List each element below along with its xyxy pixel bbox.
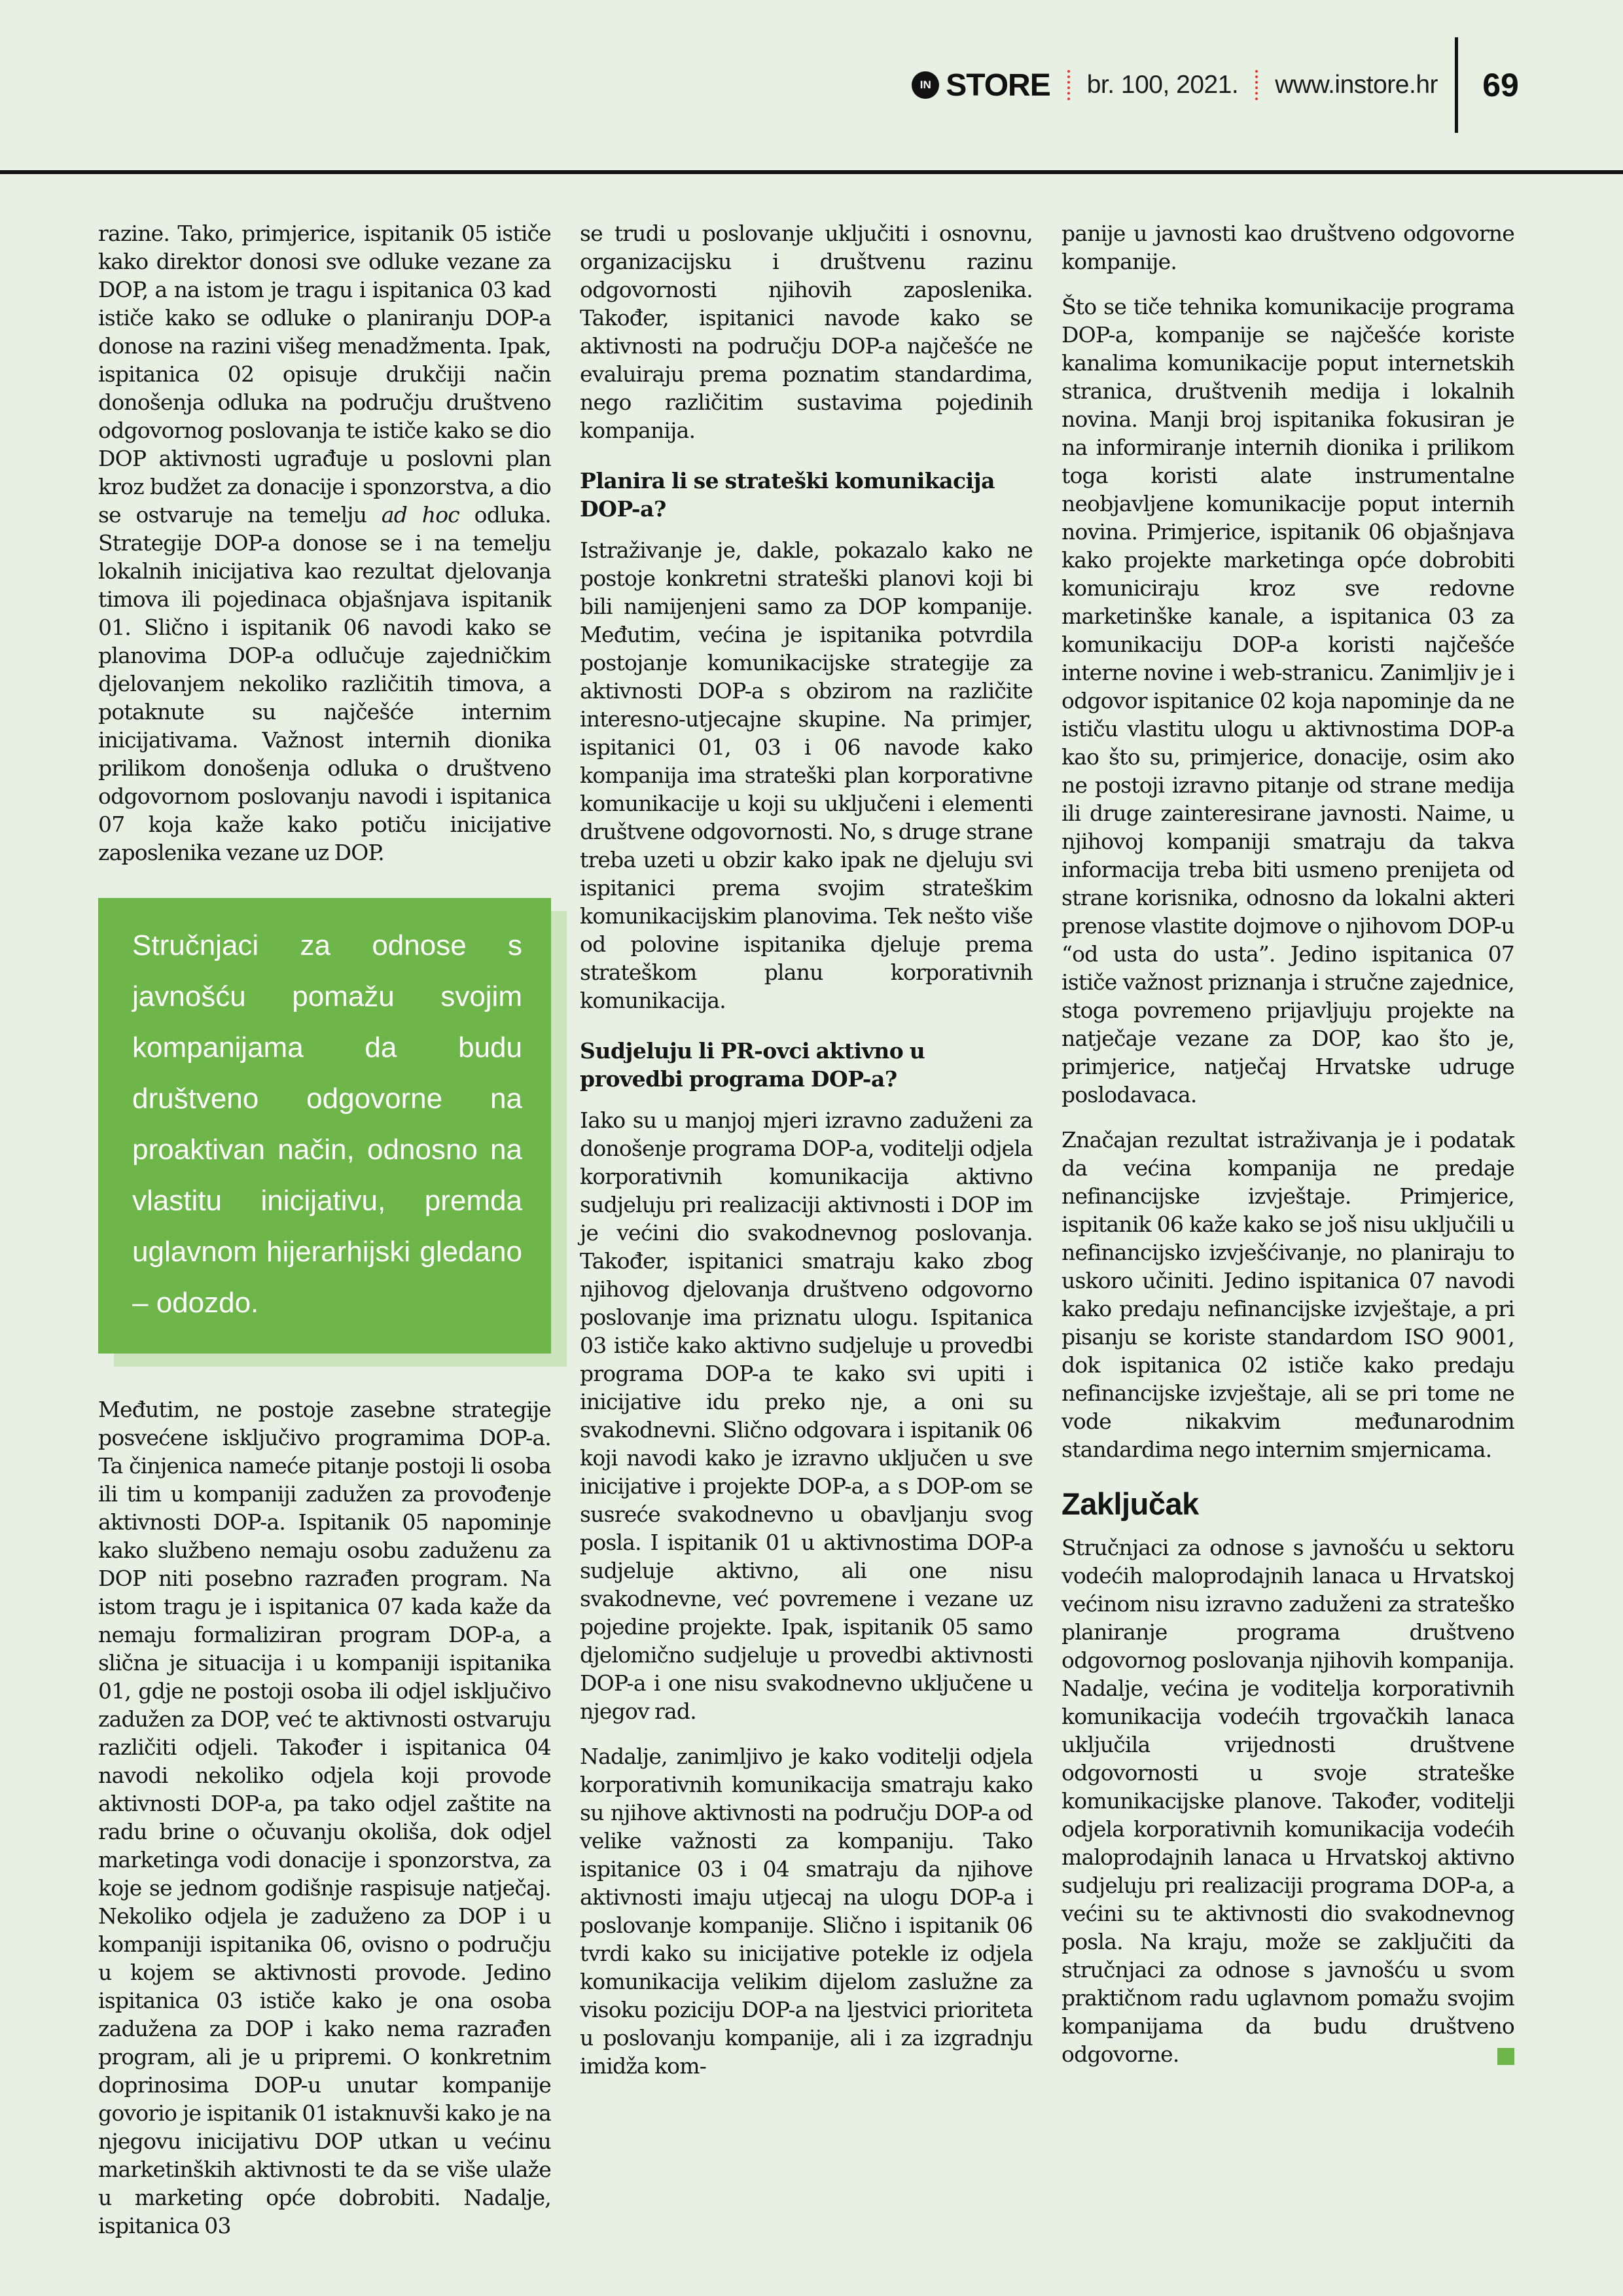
body-paragraph [1061, 1534, 1514, 2068]
header-rule [0, 170, 1623, 174]
column-right [1061, 219, 1514, 2068]
brand-name: STORE [946, 67, 1050, 103]
pullquote-box [98, 898, 551, 1354]
dotted-separator-icon [1067, 70, 1070, 100]
body-paragraph: Međutim, ne postoje zasebne strategije posvećene isključivo programima DOP-a. Ta činjenica nameće pitanje postoji li osoba ili tim u kompaniji zadužen za provođenje aktivnosti DOP-a. Ispitanik 05 napominje kako službeno nemaju osobu zaduženu za DOP niti posebno razrađen program. Na istom tragu je i ispitanica 07 kada kaže da nemaju formaliziran program DOP-a, a slična je situacija i u kompaniji ispitanika 01, gdje ne postoji osoba ili odjel isključivo zadužen za DOP, već te aktivnosti ostvaruju različiti odjeli. Također i ispitanica 04 navodi nekoliko odjela koji provode aktivnosti DOP-a, pa tako odjel zaštite na radu brine o očuvanju okoliša, dok odjel marketinga vodi donacije i sponzorstva, za koje se jednom godišnje raspisuje natječaj. Nekoliko odjela je zaduženo za DOP i u kompaniji ispitanika 06, ovisno o području u kojem se aktivnosti provode. Jedino ispitanica 03 ističe kako je ona osoba zadužena za DOP i kako nema razrađen program, ali je u pripremi. O konkretnim doprinosima DOP-u unutar kompanije govorio je ispitanik 01 istaknuvši kako je na njegovu inicijativu DOP utkan u većinu marketinških aktivnosti te da se više ulaže u marketing opće dobrobiti. Nadalje, ispitanica 03 [98, 1397, 551, 2238]
website-label: www.instore.hr [1275, 71, 1438, 99]
body-paragraph: Što se tiče tehnika komunikacije programa DOP-a, kompanije se najčešće koriste kanalima komunikacije poput internetskih stranica, društvenih medija i lokalnih novina. Manji broj ispitanika fokusiran je na informiranje internih dionika i prilikom toga koristi alate instrumentalne neobjavljene komunikacije poput internih novina. Primjerice, ispitanik 06 objašnjava kako projekte marketinga opće dobrobiti komuniciraju kroz sve redovne marketinške kanale, a ispitanica 03 za komunikaciju DOP-a koristi najčešće interne novine i web-stranicu. Zanimljiv je i odgovor ispitanice 02 koja napominje da ne ističu vlastitu ulogu u aktivnostima DOP-a kao što su, primjerice, donacije, osim ako ne postoji izravno pitanje od strane medija ili druge zainteresirane javnosti. Naime, u njihovoj kompaniji smatraju da takva informacija treba biti usmeno prenijeta od strane korisnika, odnosno da lokalni akteri prenose vlastite dojmove o njihovom DOP-u “od usta do usta”. Jedino ispitanica 07 ističe važnost priznanja i stručne zajednice, stoga povremeno prijavljuju projekte na natječaje vezane za DOP, kao što je, primjerice, natječaj Hrvatske udruge poslodavaca. [1061, 294, 1514, 1107]
body-paragraph: se trudi u poslovanje uključiti i osnovnu, organizacijsku i društvenu razinu odgovornosti njihovih zaposlenika. Također, ispitanici navode kako se aktivnosti na području DOP-a najčešće ne evaluiraju prema poznatim standardima, nego različitim sustavima pojedinih kompanija. [580, 221, 1033, 443]
sub-heading: Sudjeluju li PR-ovci aktivno u provedbi programa DOP-a? [580, 1038, 925, 1092]
paragraph-text: Stručnjaci za odnose s javnošću u sektoru vodećih maloprodajnih lanaca u Hrvatskoj većinom nisu izravno zaduženi za strateško planiranje programa društveno odgovornog poslovanja njihovih kompanija. Nadalje, većina je voditelja korporativnih komunikacija vodećih trgovačkih lanaca uključila vrijednosti društvene odgovornosti u svoje strateške komunikacijske planove. Također, voditelji odjela korporativnih komunikacija vodećih maloprodajnih lanaca u Hrvatskoj aktivno sudjeluju pri realizaciji programa DOP-a, a većini su te aktivnosti dio svakodnevnog posla. Na kraju, može se zaključiti da stručnjaci za odnose s javnošću u svom praktičnom radu uglavnom pomažu svojim kompanijama da budu društveno odgovorne. [1061, 1535, 1514, 2067]
end-of-article-marker [1497, 2048, 1514, 2065]
issue-label: br. 100, 2021. [1086, 71, 1239, 99]
header-divider [1455, 37, 1458, 133]
pullquote-text: Stručnjaci za odnose s javnošću pomažu svojim kompanijama da budu društveno odgovorne na proaktivan način, odnosno na vlastitu inicijativu, premda uglavnom hijerarhijski gledano – odozdo. [132, 929, 522, 1319]
instore-brand [912, 67, 1050, 103]
paragraph-text-italic: ad hoc [381, 502, 459, 528]
page-header [912, 36, 1526, 134]
body-paragraph: Istraživanje je, dakle, pokazalo kako ne postoje konkretni strateški planovi koji bi bili namijenjeni samo za DOP kompanije. Međutim, većina je ispitanika potvrdila postojanje komunikacijske strategije za aktivnosti DOP-a s obzirom na različite interesno-utjecajne skupine. Na primjer, ispitanici 01, 03 i 06 navode kako kompanija ima strateški plan korporativne komunikacije u koji su uključeni i elementi društvene odgovornosti. No, s druge strane treba uzeti u obzir kako ipak ne djeluju svi ispitanici prema svojim strateškim komunikacijskim planovima. Tek nešto više od polovine ispitanika djeluje prema strateškom planu korporativnih komunikacija. [580, 537, 1033, 1013]
body-paragraph: Značajan rezultat istraživanja je i podatak da većina kompanija ne predaje nefinancijske izvještaje. Primjerice, ispitanik 06 kaže kako se još nisu uključili u nefinancijsko izvješćivanje, no planiraju to uskoro učiniti. Jedino ispitanica 07 navodi kako predaju nefinancijske izvještaje, a pri pisanju se koriste standardom ISO 9001, dok ispitanica 02 ističe kako predaju nefinancijske izvještaje, ali se pri tome ne vode nikakvim međunarodnim standardima nego internim smjernicama. [1061, 1127, 1514, 1462]
section-heading-zakljucak: Zaključak [1061, 1486, 1199, 1521]
page-number: 69 [1482, 67, 1519, 103]
body-paragraph: Iako su u manjoj mjeri izravno zaduženi za donošenje programa DOP-a, voditelji odjela korporativnih komunikacija aktivno sudjeluju pri realizaciji aktivnosti i DOP im je većini dio svakodnevnog poslovanja. Također, ispitanici smatraju kako zbog njihovog djelovanja društveno odgovorno poslovanje ima priznatu ulogu. Ispitanica 03 ističe kako aktivno sudjeluje u provedbi programa DOP-a te kako svi upiti i inicijative idu preko nje, a oni su svakodnevni. Slično odgovara i ispitanik 06 koji navodi kako je izravno uključen u sve inicijative i projekte DOP-a, a s DOP-om se susreće svakodnevno u obavljanju svog posla. I ispitanik 01 u aktivnostima DOP-a sudjeluje aktivno, ali one nisu svakodnevne, već povremene i vezane uz pojedine projekte. Ipak, ispitanik 05 samo djelomično sudjeluje u provedbi aktivnosti DOP-a i one nisu svakodnevno uključene u njegov rad. [580, 1107, 1033, 1724]
dotted-separator-icon [1255, 70, 1258, 100]
column-middle [580, 219, 1033, 2080]
column-left [98, 219, 551, 2240]
body-paragraph: panije u javnosti kao društveno odgovorne kompanije. [1061, 221, 1514, 274]
body-paragraph [98, 219, 551, 867]
instore-logo-icon: IN [912, 71, 939, 99]
paragraph-text: odluka. Strategije DOP-a donose se i na temelju lokalnih inicijativa kao rezultat djelovanja timova ili pojedinaca objašnjava ispitanik 01. Slično i ispitanik 06 navodi kako se planovima DOP-a odlučuje zajedničkim djelovanjem nekoliko različitih timova, a potaknute su najčešće internim inicijativama. Važnost internih dionika prilikom donošenja odluka o društveno odgovornom poslovanju navodi i ispitanica 07 koja kaže kako potiču inicijative zaposlenika vezane uz DOP. [98, 502, 551, 865]
paragraph-text: razine. Tako, primjerice, ispitanik 05 ističe kako direktor donosi sve odluke vezane za DOP, a na istom je tragu i ispitanica 03 kad ističe kako se odluke o planiranju DOP-a donose na razini višeg menadžmenta. Ipak, ispitanica 02 opisuje drukčiji način donošenja odluka na području društveno odgovornog poslovanja te ističe kako se dio DOP aktivnosti ugrađuje u poslovni plan kroz budžet za donacije i sponzorstva, a dio se ostvaruje na temelju [98, 221, 551, 528]
body-paragraph: Nadalje, zanimljivo je kako voditelji odjela korporativnih komunikacija smatraju kako su njihove aktivnosti na području DOP-a od velike važnosti za kompaniju. Tako ispitanice 03 i 04 smatraju da njihove aktivnosti imaju utjecaj na ulogu DOP-a i poslovanje kompanije. Slično i ispitanik 06 tvrdi kako su inicijative potekle iz odjela komunikacija velikim dijelom zaslužne za visoku poziciju DOP-a na ljestvici prioriteta u poslovanju kompanije, ali i za izgradnju imidža kom- [580, 1744, 1033, 2079]
sub-heading: Planira li se strateški komunikacija DOP-a? [580, 468, 995, 522]
